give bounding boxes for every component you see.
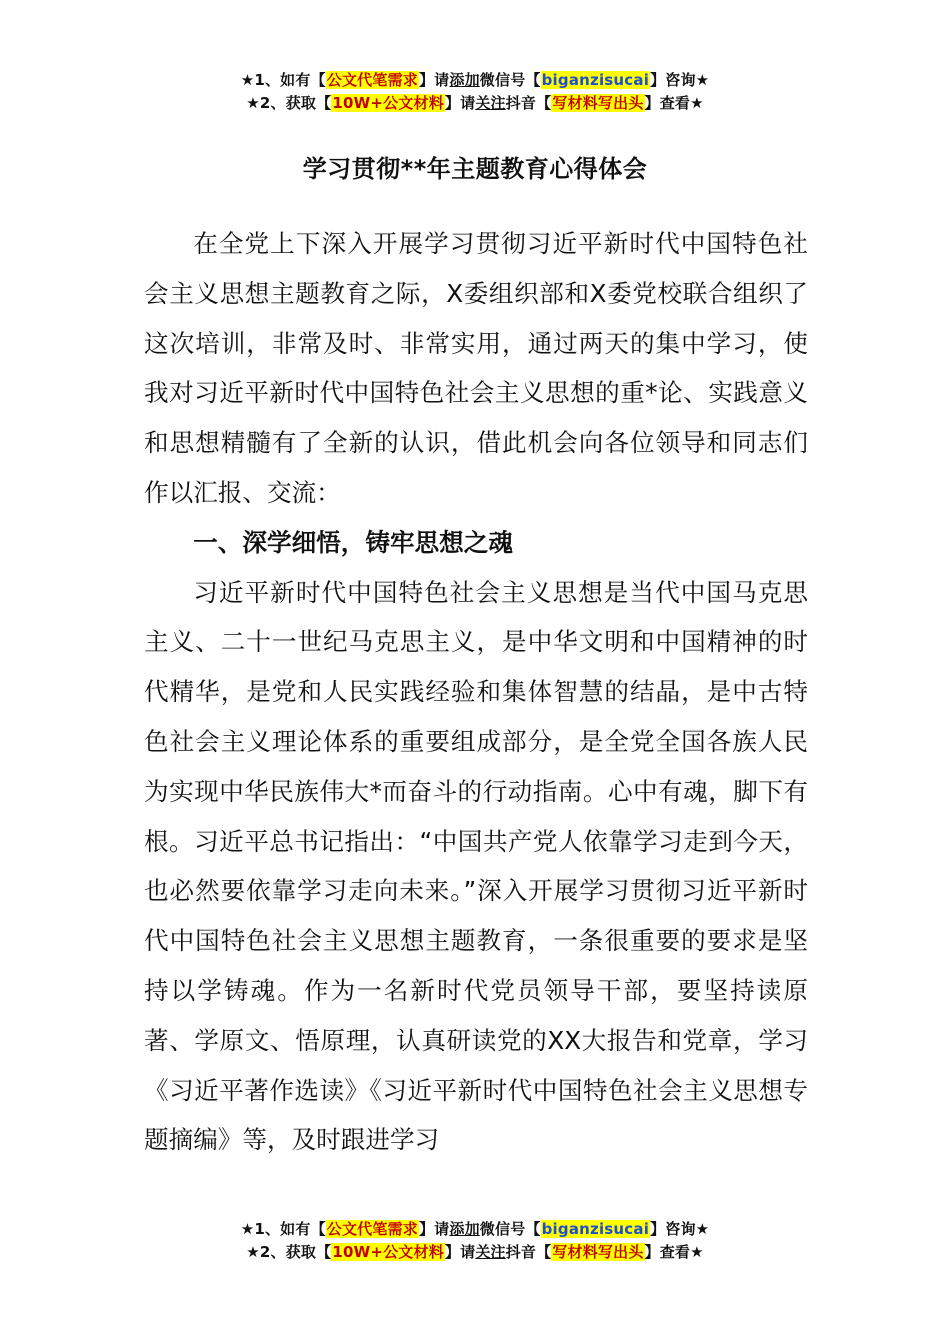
ad-text: 】请 [444, 1243, 476, 1261]
ad-highlight-materials: 10W+公文材料 [332, 1243, 444, 1261]
ad-text: 】咨询★ [650, 1220, 710, 1238]
footer-ad-line-2 [0, 1241, 950, 1264]
ad-text: ★2、获取【 [246, 1243, 332, 1261]
ad-text: 】查看★ [644, 94, 704, 112]
document-title: 学习贯彻**年主题教育心得体会 [302, 155, 648, 183]
ad-highlight-douyin-account: 写材料写出头 [552, 94, 644, 112]
ad-text: 抖音【 [505, 1243, 552, 1261]
ad-underline-add: 添加 [449, 1220, 480, 1238]
ad-highlight-service: 公文代笔需求 [326, 71, 418, 89]
ad-text: 微信号【 [479, 71, 541, 89]
ad-highlight-materials: 10W+公文材料 [332, 94, 444, 112]
intro-paragraph: 在全党上下深入开展学习贯彻习近平新时代中国特色社会主义思想主题教育之际，X委组织部和X委党校联合组织了这次培训，非常及时、非常实用，通过两天的集中学习，使我对习近平新时代中国特色社会主义思想的重*论、实践意义和思想精髓有了全新的认识，借此机会向各位领导和同志们作以汇报、交流： [144, 229, 808, 507]
ad-highlight-douyin-account: 写材料写出头 [552, 1243, 644, 1261]
ad-text: 微信号【 [479, 1220, 541, 1238]
ad-text: 】请 [418, 71, 450, 89]
ad-text: ★1、如有【 [240, 71, 326, 89]
section-paragraph: 习近平新时代中国特色社会主义思想是当代中国马克思主义、二十一世纪马克思主义，是中华文明和中国精神的时代精华，是党和人民实践经验和集体智慧的结晶，是中古特色社会主义理论体系的重要组成部分，是全党全国各族人民为实现中华民族伟大*而奋斗的行动指南。心中有魂，脚下有根。习近平总书记指出：“中国共产党人依靠学习走到今天，也必然要依靠学习走向未来。”深入开展学习贯彻习近平新时代中国特色社会主义思想主题教育，一条很重要的要求是坚持以学铸魂。作为一名新时代党员领导干部，要坚持读原著、学原文、悟原理，认真研读党的XX大报告和党章，学习《习近平著作选读》《习近平新时代中国特色社会主义思想专题摘编》等，及时跟进学习 [144, 577, 808, 1155]
header-ad-line-2 [0, 92, 950, 115]
header-ad [0, 69, 950, 115]
ad-text: 】咨询★ [650, 71, 710, 89]
ad-highlight-service: 公文代笔需求 [326, 1220, 418, 1238]
footer-ad [0, 1218, 950, 1264]
ad-text: 】查看★ [644, 1243, 704, 1261]
document-body [144, 219, 808, 1165]
ad-text: ★2、获取【 [246, 94, 332, 112]
ad-text: ★1、如有【 [240, 1220, 326, 1238]
ad-text: 抖音【 [505, 94, 552, 112]
ad-underline-follow: 关注 [475, 1243, 506, 1261]
footer-ad-line-1 [0, 1218, 950, 1241]
section-heading: 一、深学细悟，铸牢思想之魂 [193, 527, 513, 557]
ad-underline-follow: 关注 [475, 94, 506, 112]
header-ad-line-1 [0, 69, 950, 92]
ad-text: 】请 [444, 94, 476, 112]
ad-highlight-wechat-id: biganzisucai [541, 1220, 650, 1238]
ad-text: 】请 [418, 1220, 450, 1238]
ad-highlight-wechat-id: biganzisucai [541, 71, 650, 89]
ad-underline-add: 添加 [449, 71, 480, 89]
